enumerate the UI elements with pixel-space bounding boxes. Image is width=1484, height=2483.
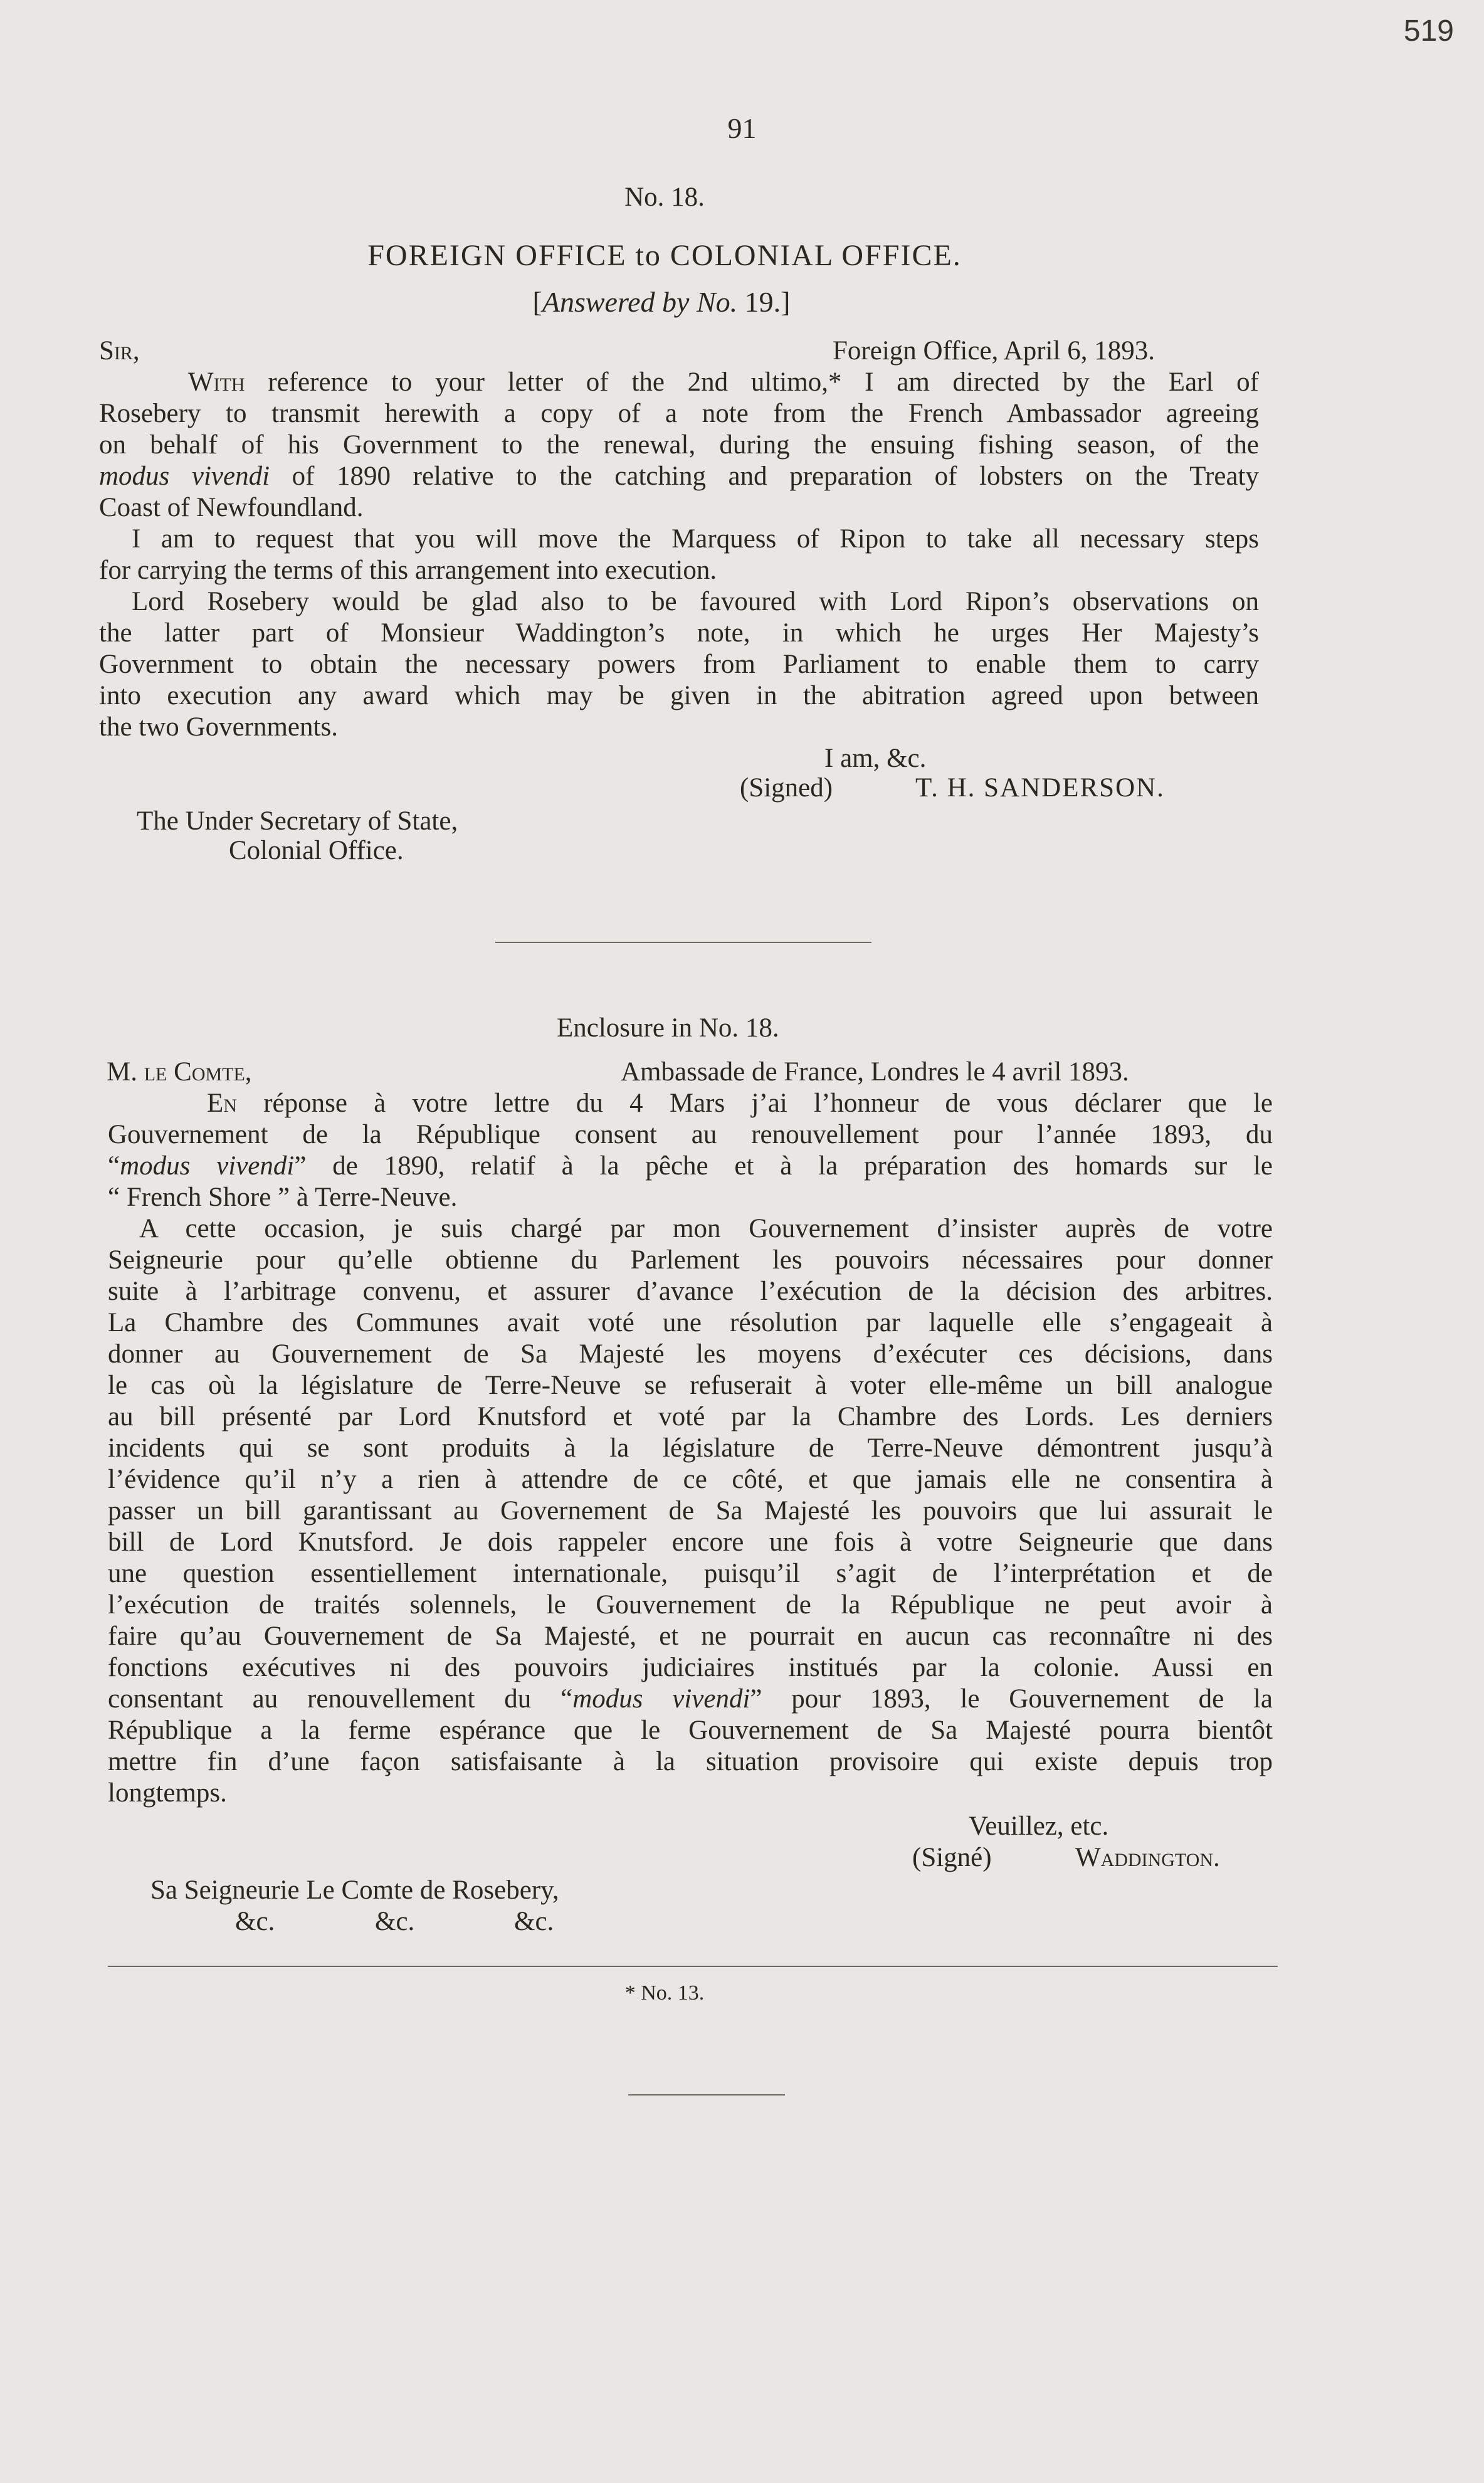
letter-line-11: into execution any award which may be given in the abitration agreed upon between	[99, 681, 1259, 710]
letter-line-5: Coast of Newfoundland.	[99, 493, 364, 522]
enclosure-line-8: La Chambre des Communes avait voté une résolution par laquelle elle s’engageait à	[108, 1308, 1273, 1337]
end-rule	[628, 2094, 785, 2096]
enclosure-line-9: donner au Gouvernement de Sa Majesté les moyens d’exécuter ces décisions, dans	[108, 1339, 1273, 1369]
section-divider	[495, 942, 871, 943]
enclosure-line-12: incidents qui se sont produits à la législature de Terre-Neuve démontrent jusqu’à	[108, 1433, 1273, 1463]
letter-closing: I am, &c.	[824, 744, 927, 773]
enclosure-line-16: une question essentiellement internationale, puisqu’il s’agit de l’interprétation et de	[108, 1559, 1273, 1588]
enclosure-line-10: le cas où la législature de Terre-Neuve se refuserait à voter elle-même un bill analogue	[108, 1371, 1273, 1400]
answered-note	[0, 285, 1323, 319]
answered-bracket: [	[532, 286, 542, 318]
enclosure-line-2: Gouvernement de la République consent au renouvellement pour l’année 1893, du	[108, 1120, 1273, 1149]
enclosure-line-14: passer un bill garantissant au Governement de Sa Majesté les pouvoirs que lui assurait le	[108, 1496, 1273, 1526]
footnote: * No. 13.	[624, 1981, 705, 2005]
answered-number: 19.]	[737, 286, 791, 318]
letter-line-12: the two Governments.	[99, 712, 338, 742]
page-number: 91	[727, 112, 757, 144]
letter-signer: T. H. SANDERSON.	[915, 773, 1165, 803]
enclosure-heading: Enclosure in No. 18.	[557, 1013, 779, 1043]
enclosure-line-17: l’exécution de traités solennels, le Gouvernement de la République ne peut avoir à	[108, 1590, 1273, 1620]
enclosure-line-4: “ French Shore ” à Terre-Neuve.	[108, 1183, 458, 1212]
modus-vivendi-term: modus vivendi	[99, 461, 270, 491]
document-number: No. 18.	[624, 182, 705, 212]
enclosure-line-20: consentant au renouvellement du “modus vivendi” pour 1893, le Gouvernement de la	[108, 1684, 1273, 1714]
addressee-etc-3: &c.	[514, 1907, 554, 1936]
enclosure-line-21: République a la ferme espérance que le Gouvernement de Sa Majesté pourra bientôt	[108, 1716, 1273, 1745]
enclosure-line-3: “modus vivendi” de 1890, relatif à la pêche et à la préparation des homards sur le	[108, 1151, 1273, 1181]
letter-addressee-office: Colonial Office.	[229, 836, 404, 865]
addressee-etc-1: &c.	[235, 1907, 275, 1936]
enclosure-signed-label: (Signé)	[912, 1843, 992, 1872]
enclosure-line-7: suite à l’arbitrage convenu, et assurer d’avance l’exécution de la décision des arbitres.	[108, 1277, 1273, 1306]
modus-vivendi-term: modus vivendi	[572, 1684, 750, 1714]
modus-vivendi-term: modus vivendi	[120, 1151, 295, 1181]
letter-line-9: the latter part of Monsieur Waddington’s note, in which he urges Her Majesty’s	[99, 618, 1259, 648]
enclosure-salutation: M. le Comte,	[107, 1057, 252, 1087]
enclosure-line-6: Seigneurie pour qu’elle obtienne du Parlement les pouvoirs nécessaires pour donner	[108, 1245, 1273, 1275]
letter-line-7: for carrying the terms of this arrangement into execution.	[99, 556, 717, 585]
footnote-rule	[108, 1966, 1278, 1967]
letter-place-date: Foreign Office, April 6, 1893.	[833, 336, 1155, 366]
letter-line-3: on behalf of his Government to the renewal, during the ensuing fishing season, of the	[99, 430, 1259, 460]
addressee-etc-2: &c.	[375, 1907, 415, 1936]
letter-line-4: modus vivendi of 1890 relative to the catching and preparation of lobsters on the Treaty	[99, 461, 1259, 491]
enclosure-line-15: bill de Lord Knutsford. Je dois rappeler encore une fois à votre Seigneurie que dans	[108, 1527, 1273, 1557]
letter-line-6: I am to request that you will move the Marquess of Ripon to take all necessary steps	[132, 524, 1259, 554]
enclosure-line-19: fonctions exécutives ni des pouvoirs judiciaires institués par la colonie. Aussi en	[108, 1653, 1273, 1682]
answered-text: Answered by No.	[542, 286, 738, 318]
enclosure-line-1: En réponse à votre lettre du 4 Mars j’ai l’honneur de vous déclarer que le	[207, 1089, 1273, 1118]
enclosure-signer: Waddington.	[1075, 1843, 1220, 1872]
enclosure-addressee: Sa Seigneurie Le Comte de Rosebery,	[150, 1875, 559, 1905]
letter-addressee: The Under Secretary of State,	[137, 806, 458, 836]
enclosure-line-11: au bill présenté par Lord Knutsford et voté par la Chambre des Lords. Les derniers	[108, 1402, 1273, 1431]
enclosure-line-13: l’évidence qu’il n’y a rien à attendre de ce côté, et que jamais elle ne consentira à	[108, 1465, 1273, 1494]
letter-signed-label: (Signed)	[740, 773, 833, 803]
document-title: FOREIGN OFFICE to COLONIAL OFFICE.	[367, 239, 962, 272]
enclosure-line-5: A cette occasion, je suis chargé par mon Gouvernement d’insister auprès de votre	[139, 1214, 1273, 1243]
enclosure-line-23: longtemps.	[108, 1778, 227, 1808]
enclosure-lead: En	[207, 1089, 237, 1118]
letter-line-8: Lord Rosebery would be glad also to be favoured with Lord Ripon’s observations on	[132, 587, 1259, 616]
enclosure-line-22: mettre fin d’une façon satisfaisante à la situation provisoire qui existe depuis trop	[108, 1747, 1273, 1776]
enclosure-line-18: faire qu’au Gouvernement de Sa Majesté, et ne pourrait en aucun cas reconnaître ni des	[108, 1621, 1273, 1651]
archive-page-number: 519	[1403, 14, 1454, 48]
letter-line-2: Rosebery to transmit herewith a copy of a note from the French Ambassador agreeing	[99, 399, 1259, 428]
enclosure-closing: Veuillez, etc.	[969, 1811, 1109, 1841]
letter-line-1: With reference to your letter of the 2nd ultimo,* I am directed by the Earl of	[188, 367, 1259, 397]
enclosure-place-date: Ambassade de France, Londres le 4 avril 1893.	[621, 1057, 1129, 1087]
letter-salutation: Sir,	[99, 336, 140, 366]
letter-lead: With	[188, 367, 245, 397]
letter-line-10: Government to obtain the necessary powers from Parliament to enable them to carry	[99, 650, 1259, 679]
